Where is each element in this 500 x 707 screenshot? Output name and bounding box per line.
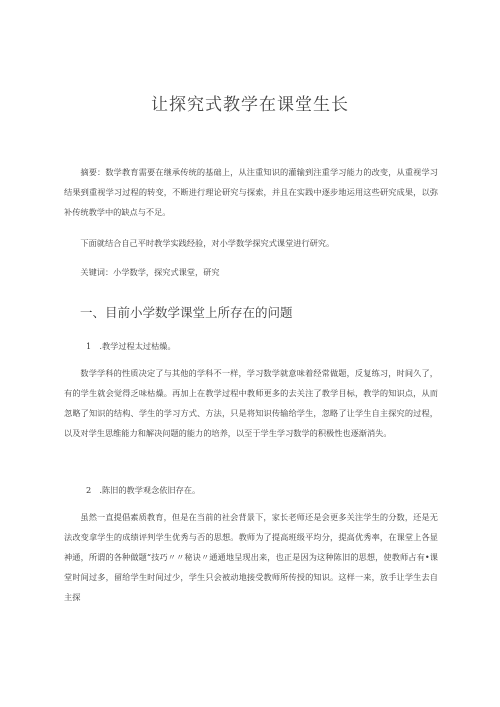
keywords-line: 关键词：小学数学，探究式课堂，研究 <box>80 267 220 277</box>
subsection-body-1: 数学学科的性质决定了与其他的学科不一样，学习数学就意味着经常做题，反复练习，时间久了，有的学生就会觉得乏味枯燥。再加上在教学过程中教师更多的去关注了教学目标，教学的知识点，从而忽略了知识的结构、学生的学习方式、方法，只是将知识传输给学生，忽略了让学生自主探究的过程，以及对学生思维能力和解决问题的能力的培养，以至于学生学习数学的积极性也逐渐消失。 <box>64 368 438 438</box>
subsection-heading-2: 2 .陈旧的教学观念依旧存在。 <box>86 485 201 495</box>
document-title: 让探究式教学在课堂生长 <box>151 95 349 115</box>
intro-paragraph: 下面就结合自己平时教学实践经验，对小学数学探究式课堂进行研究。 <box>80 238 335 248</box>
subsection-heading-1: 1 .教学过程太过枯燥。 <box>86 341 176 351</box>
section-heading-1: 一、目前小学数学课堂上所存在的问题 <box>80 305 293 320</box>
subsection-body-2: 虽然一直提倡素质教育，但是在当前的社会背景下，家长老师还是会更多关注学生的分数，还是无法改变拿学生的成绩评判学生优秀与否的思想。教师为了提高班级平均分，提高优秀率，在课堂上各显神通，所谓的各种做题“技巧〃〃秘诀〃通通地呈现出来，也正是因为这种陈旧的思想，使教师占有•课堂时间过多，留给学生时间过少，学生只会被动地接受教师所传授的知识。这样一来，放手让学生去自主探 <box>64 512 438 602</box>
abstract-paragraph: 摘要：数学教育需要在继承传统的基础上，从注重知识的灌输到注重学习能力的改变，从重视学习结果到重视学习过程的转变，不断进行理论研究与探索，并且在实践中逐步地运用这些研究成果，以弥补传统教学中的缺点与不足。 <box>64 167 438 217</box>
